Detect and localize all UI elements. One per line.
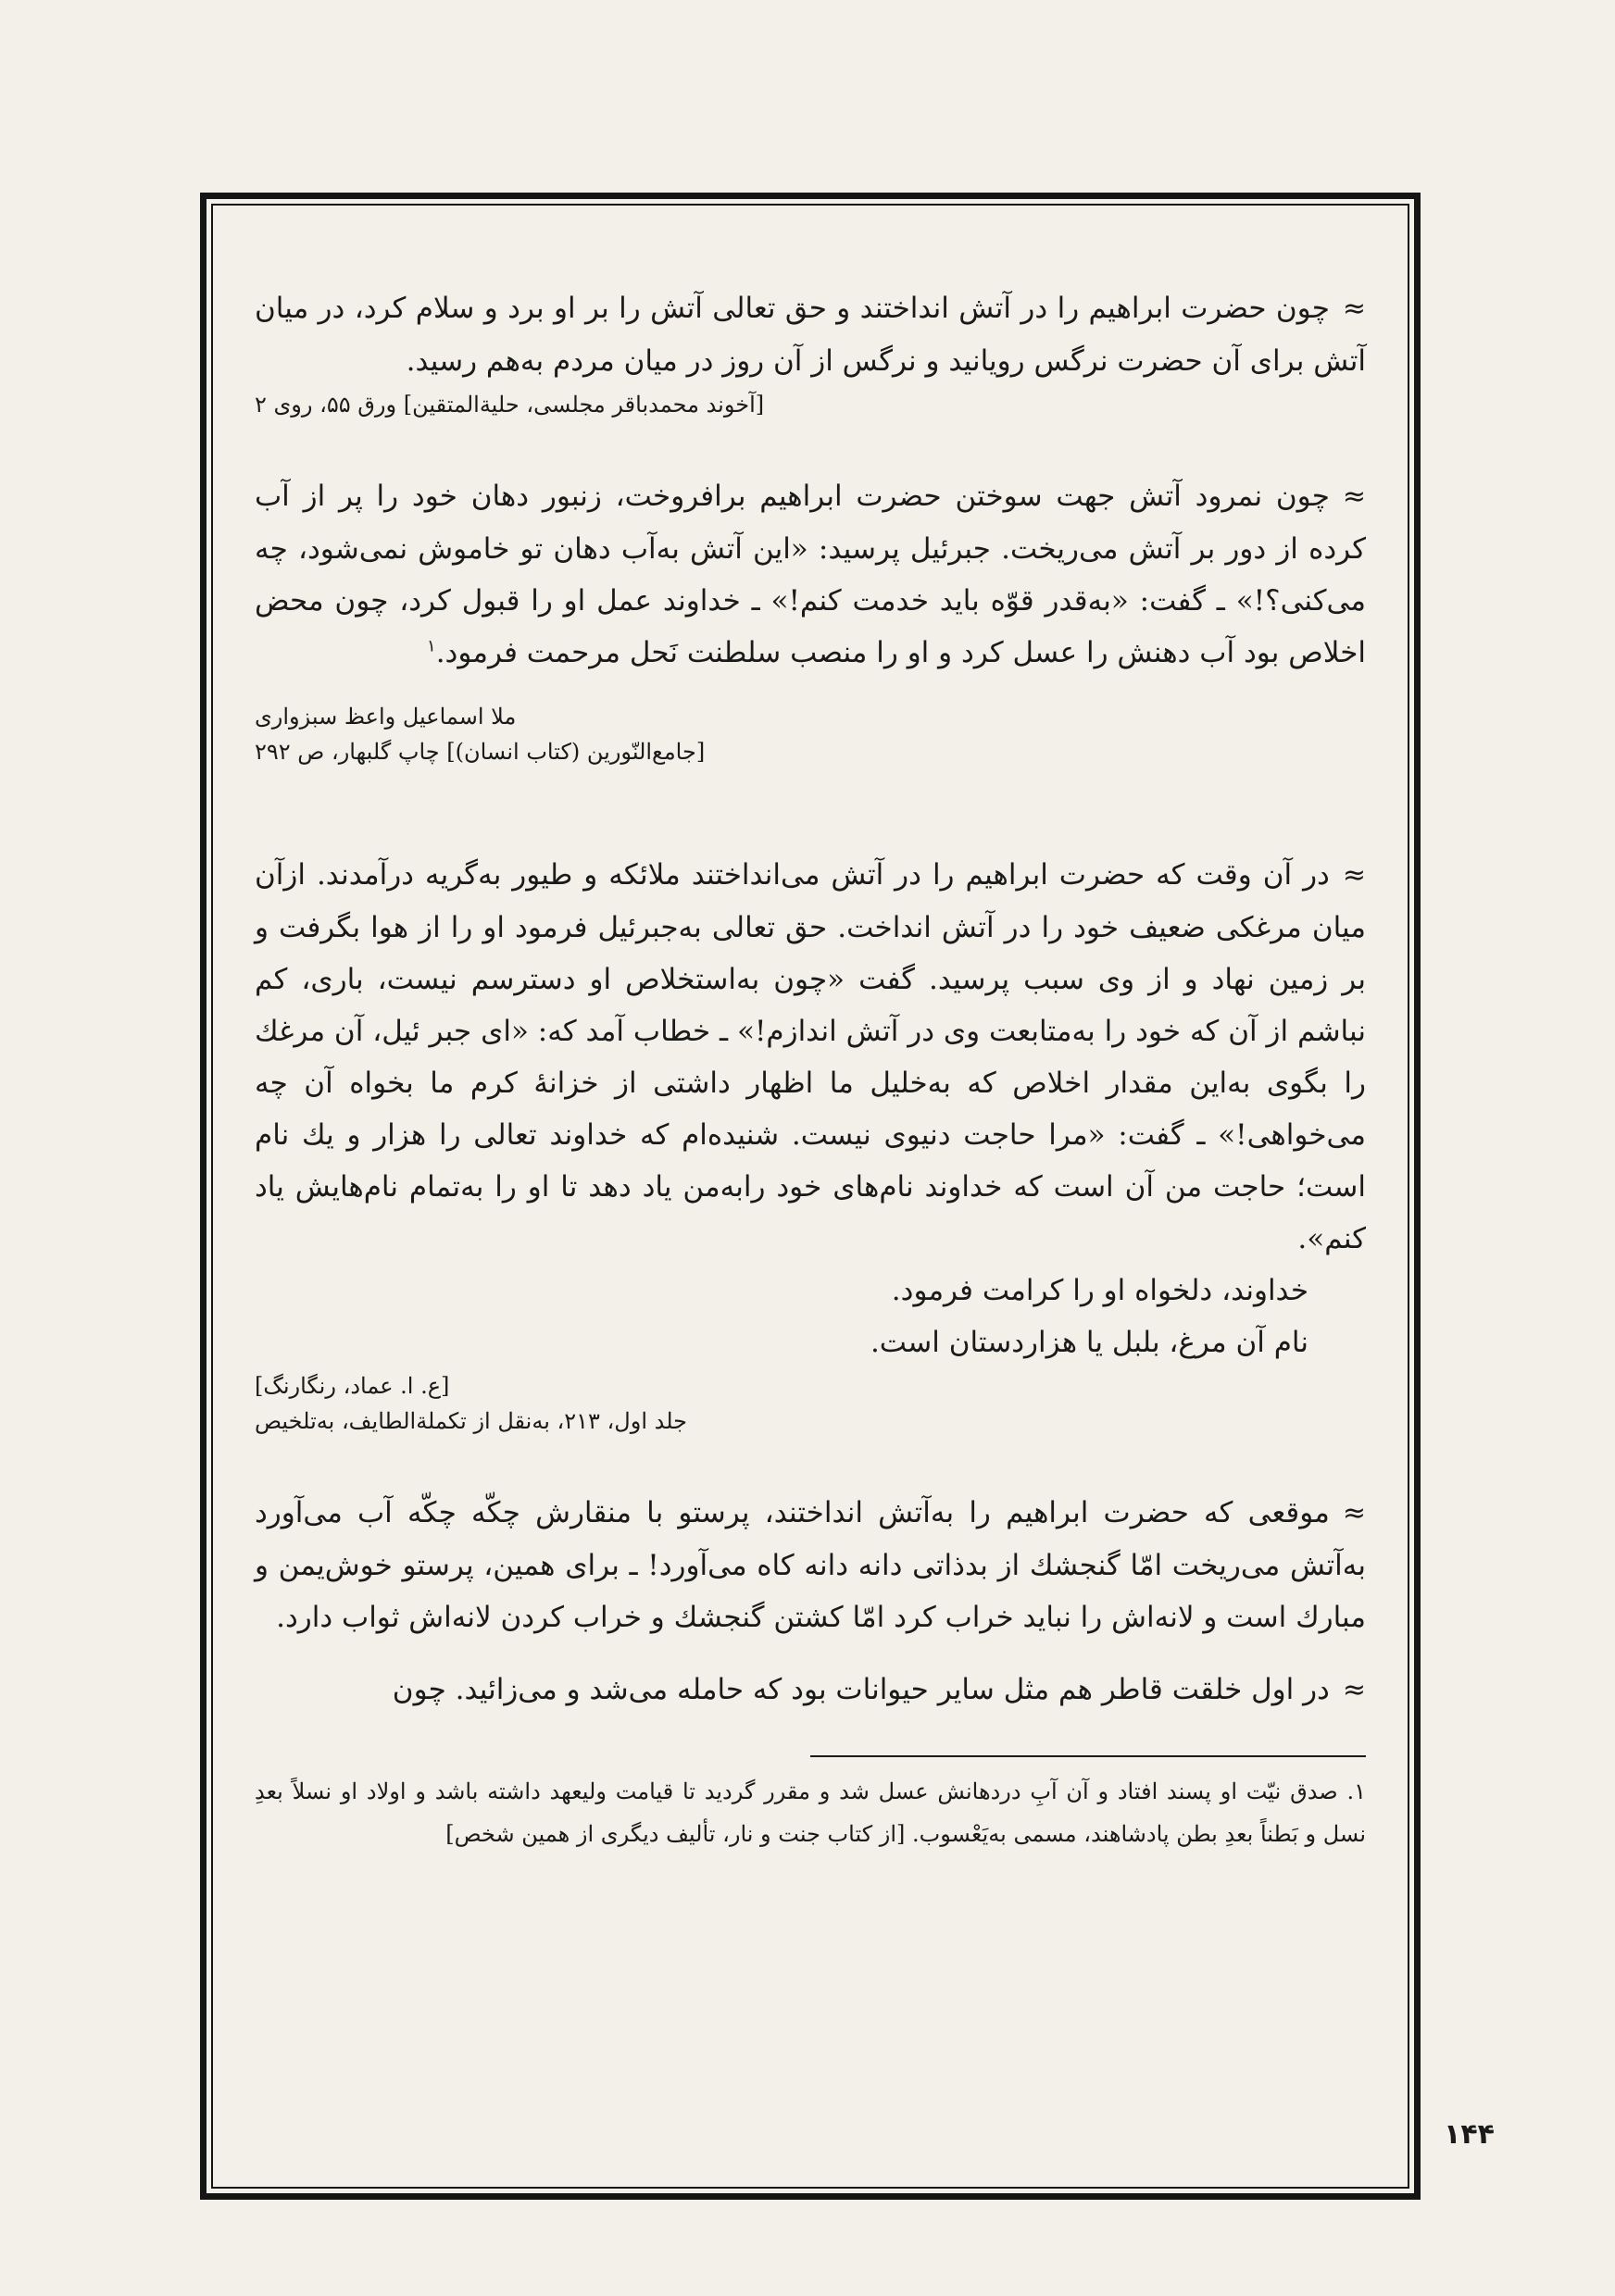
page-content	[255, 282, 1366, 1855]
entry-2-citation-source: [جامع‌النّورین (کتاب انسان)] چاپ گلبهار، ص ۲۹۲	[255, 739, 706, 765]
entry-1-text	[255, 282, 1366, 387]
entry-2-text	[255, 470, 1366, 679]
entry-marker: ≈	[1342, 1674, 1366, 1706]
entry-5-text	[255, 1664, 1366, 1716]
entry-body: چون حضرت ابراهیم را در آتش انداختند و حق تعالی آتش را بر او برد و سلام کرد، در میان آتش برای آن حضرت نرگس رویانید و نرگس از آن روز در میان مردم به‌هم رسید.	[255, 292, 1366, 378]
entry-marker: ≈	[1342, 1497, 1366, 1529]
entry-3-citation-detail: جلد اول، ۲۱۳، به‌نقل از تکملة‌الطایف، به‌تلخیص	[255, 1408, 687, 1434]
entry-body: در اول خلقت قاطر هم مثل سایر حیوانات بود که حامله می‌شد و می‌زائید. چون	[392, 1673, 1330, 1706]
entry-marker: ≈	[1342, 859, 1366, 892]
page-number: ۱۴۴	[1444, 2118, 1495, 2151]
entry-marker: ≈	[1342, 293, 1366, 325]
entry-4-text	[255, 1487, 1366, 1643]
entry-body: در آن وقت که حضرت ابراهیم را در آتش می‌انداختند ملائکه و طیور به‌گریه درآمدند. ازآن میان مرغکی ضعیف خود را در آتش انداخت. حق تعالی به‌جبرئیل فرمود او را از هوا بگرفت و بر زمین نهاد و از وی سبب پرسید. گفت «چون به‌استخلاص او دسترسم نیست، باری، کم نباشم از آن که خود را به‌متابعت وی در آتش اندازم!» ـ خطاب آمد که: «ای جبر ئیل، آن مرغك را بگوی به‌این مقدار اخلاص که به‌خلیل ما اظهار داشتی از خزانهٔ کرم ما بخواه آن چه می‌خواهی!» ـ گفت: «مرا حاجت دنیوی نیست. شنیده‌ام که خداوند تعالی را هزار و یك نام است؛ حاجت من آن است که خداوند نام‌های خود رابه‌من یاد دهد تا او را به‌تمام نام‌هایش یاد کنم».	[255, 858, 1366, 1255]
entry-body: چون نمرود آتش جهت سوختن حضرت ابراهیم برافروخت، زنبور دهان خود را پر از آب کرده از دور بر آتش می‌ریخت. جبرئیل پرسید: «این آتش به‌آب دهان تو خاموش نمی‌شود، چه می‌کنی؟!» ـ گفت: «به‌قدر قوّه باید خدمت کنم!» ـ خداوند عمل او را قبول کرد، چون محض اخلاص بود آب دهنش را عسل کرد و او را منصب سلطنت نَحل مرحمت فرمود.	[255, 480, 1366, 669]
footnote-ref: ۱	[427, 636, 436, 656]
entry-body: موقعی که حضرت ابراهیم را به‌آتش انداختند، پرستو با منقارش چکّه چکّه آب می‌آورد به‌آتش می‌ریخت امّا گنجشك از بدذاتی دانه دانه کاه می‌آورد! ـ برای همین، پرستو خوش‌یمن و مبارك است و لانه‌اش را نباید خراب کرد امّا کشتن گنجشك و خراب کردن لانه‌اش ثواب دارد.	[255, 1496, 1366, 1634]
entry-1-citation: [آخوند محمدباقر مجلسی، حلیة‌المتقین] ورق ۵۵، روی ۲	[255, 392, 765, 418]
footnote: ۱. صدق نیّت او پسند افتاد و آن آبِ دردهانش عسل شد و مقرر گردید تا قیامت ولیعهد داشته باشد و اولاد او نسلاً بعدِ نسل و بَطناً بعدِ بطن پادشاهند، مسمی به‌یَعْسوب. [از کتاب جنت و نار، تألیف دیگری از همین شخص]	[255, 1778, 1366, 1847]
entry-2-citation-author: ملا اسماعیل واعظ سبزواری	[255, 704, 517, 730]
footnote-divider	[810, 1755, 1366, 1757]
entry-3-text	[255, 849, 1366, 1265]
entry-3-line-3: نام آن مرغ، بلبل یا هزاردستان است.	[870, 1326, 1308, 1359]
entry-marker: ≈	[1342, 480, 1366, 513]
entry-3-citation-source: [ع. ا. عماد، رنگارنگ]	[255, 1373, 450, 1399]
entry-3-line-2: خداوند، دلخواه او را کرامت فرمود.	[891, 1274, 1308, 1307]
